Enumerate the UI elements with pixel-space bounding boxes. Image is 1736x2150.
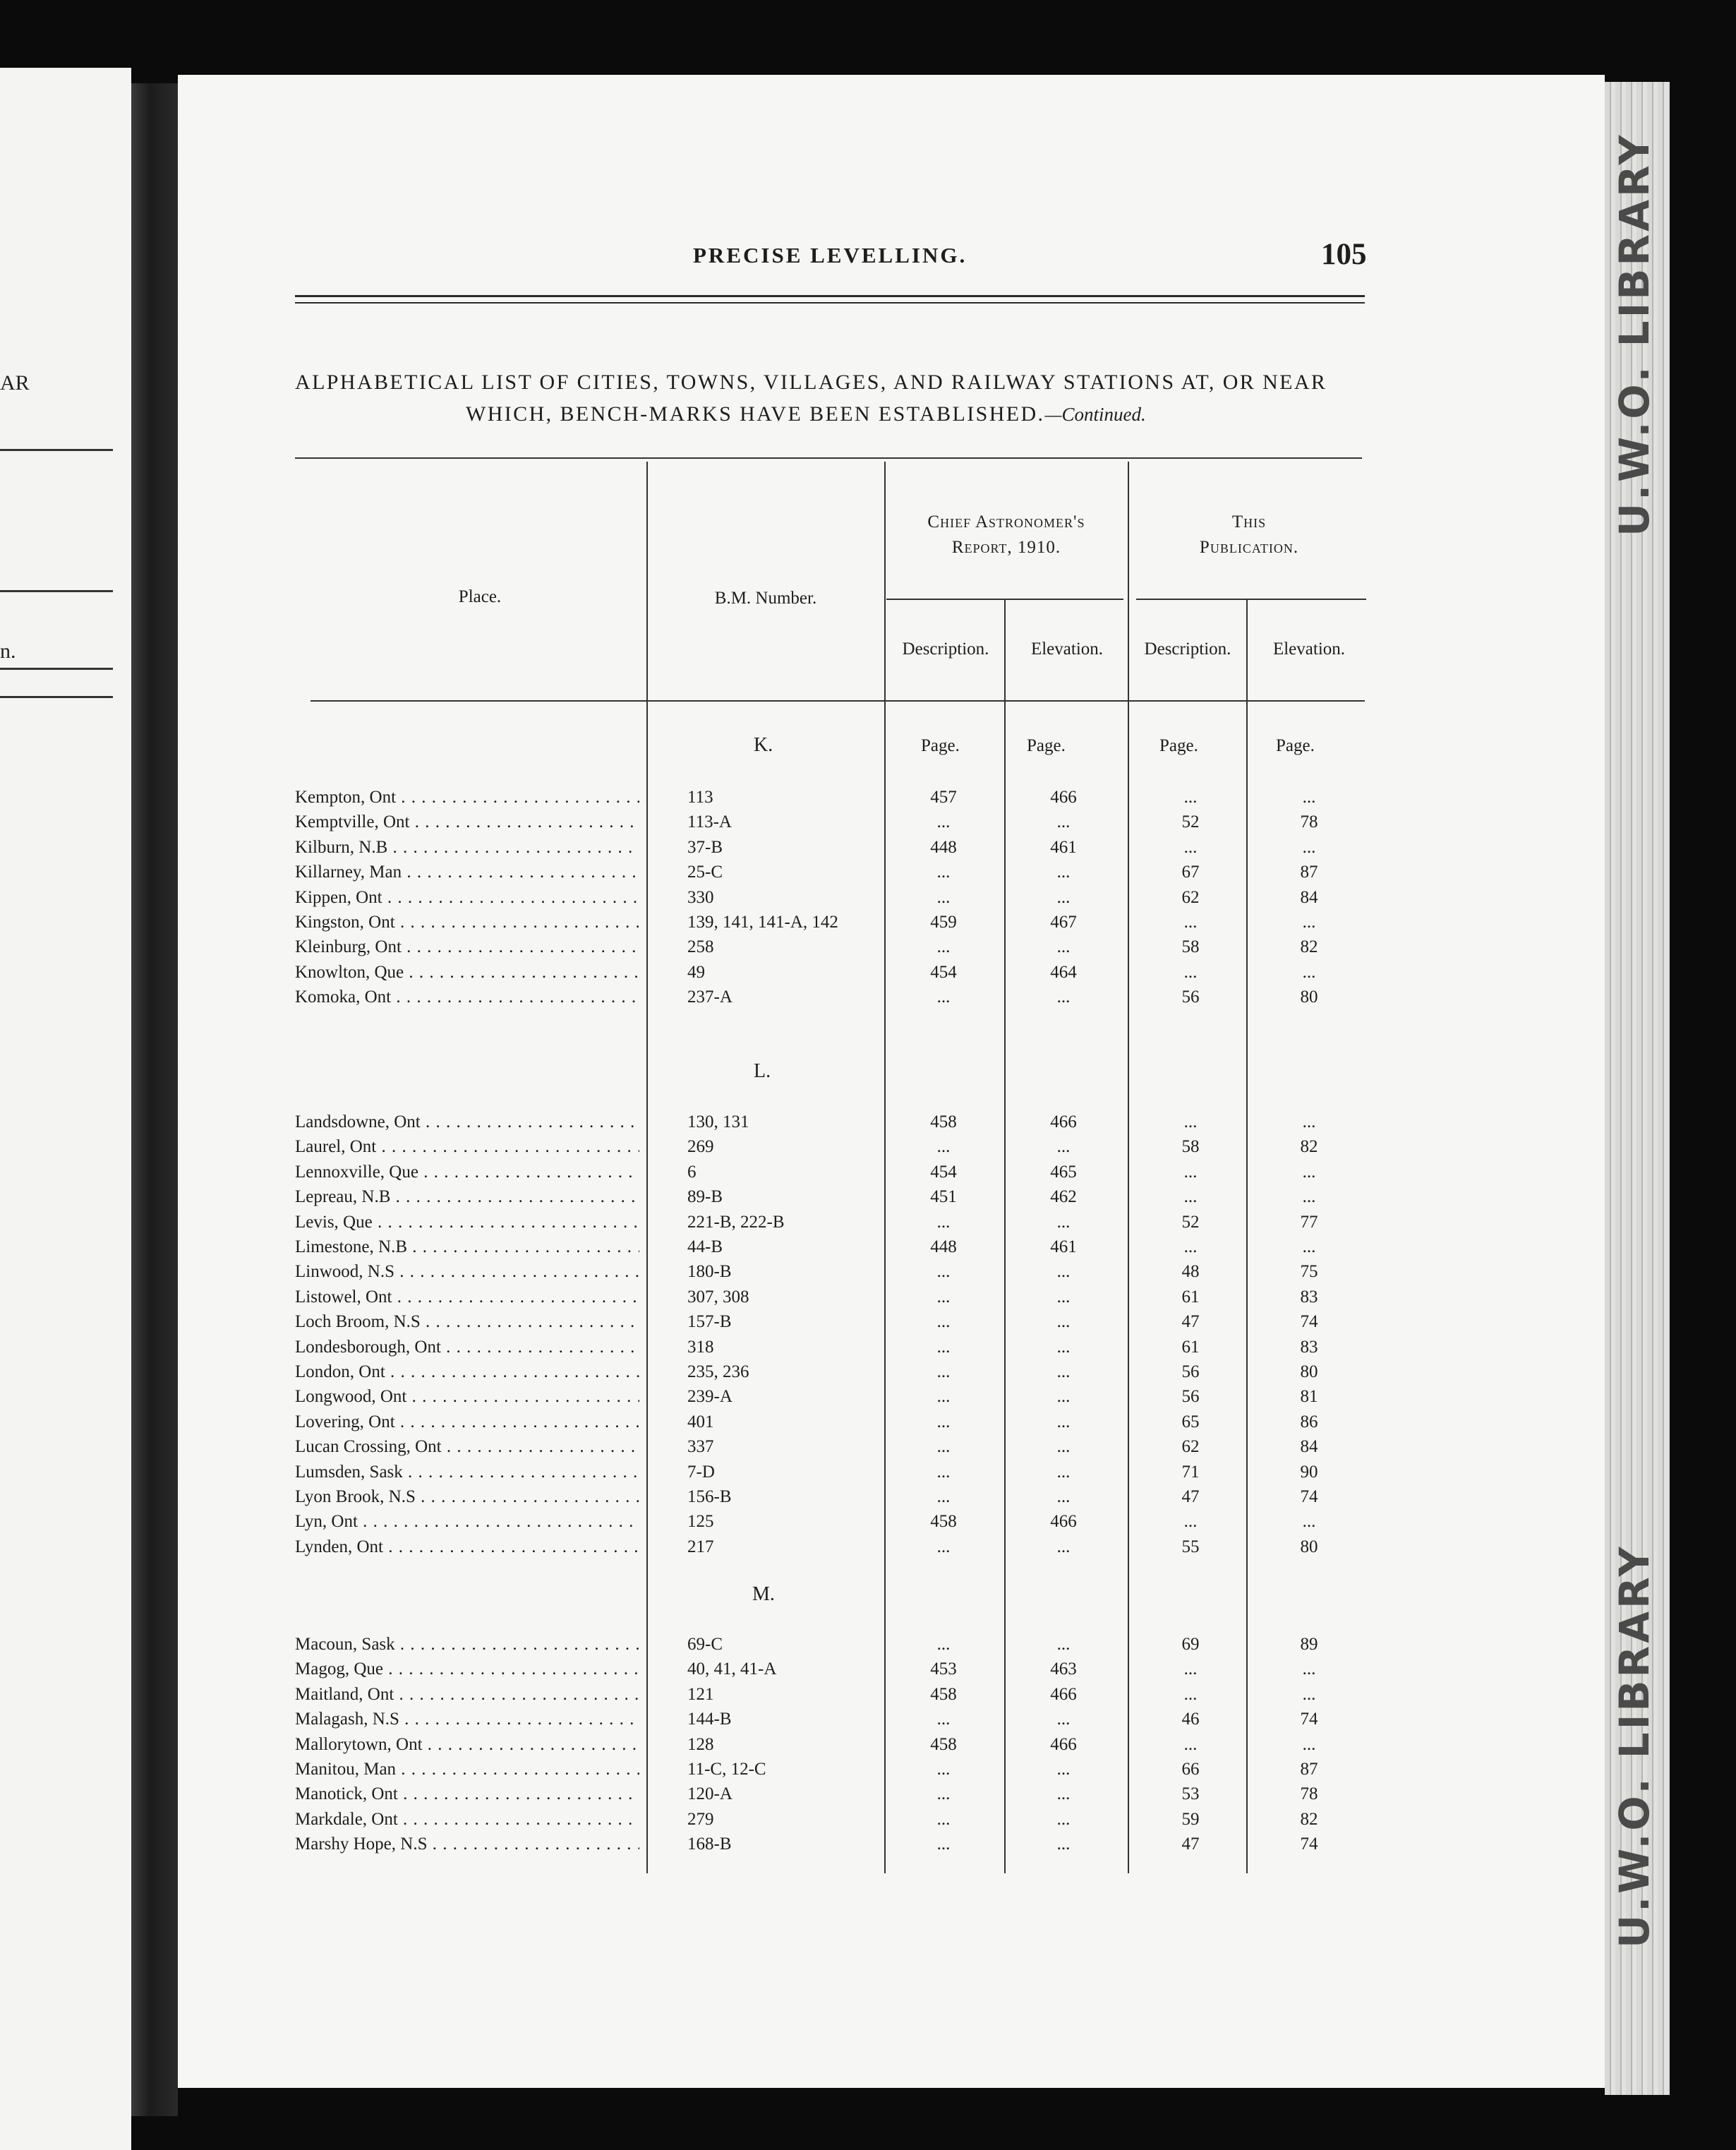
publication-description-page: ... — [1183, 1162, 1198, 1182]
report-elevation-page: 466 — [1050, 1684, 1077, 1704]
report-description-page: ... — [936, 937, 951, 957]
table-row — [0, 1184, 1736, 1209]
table-row — [0, 1110, 1736, 1134]
place-name: Manitou, Man . . . — [295, 1757, 639, 1782]
bm-number: 168-B — [687, 1834, 732, 1854]
report-elevation-page: ... — [1056, 812, 1071, 832]
table-row — [0, 1460, 1736, 1484]
place-name: London, Ont . . . — [295, 1359, 639, 1384]
table-row — [0, 885, 1736, 910]
publication-elevation-page: ... — [1302, 1187, 1316, 1207]
place-name: Komoka, Ont . . . — [295, 985, 639, 1009]
publication-elevation-page: 77 — [1300, 1212, 1318, 1232]
report-elevation-page: ... — [1056, 1487, 1071, 1506]
publication-description-page: 46 — [1181, 1710, 1200, 1729]
column-header-place: Place. — [458, 587, 502, 606]
report-elevation-page: ... — [1056, 1137, 1071, 1157]
table-row — [0, 1434, 1736, 1459]
place-name: Lyon Brook, N.S . . . — [295, 1484, 639, 1509]
bm-number: 258 — [687, 937, 714, 957]
bm-number: 237-A — [687, 987, 733, 1007]
publication-description-page: 47 — [1181, 1312, 1200, 1332]
section-letter: M. — [752, 1583, 775, 1605]
report-elevation-page: 463 — [1050, 1659, 1077, 1679]
place-name: Loch Broom, N.S . . . — [295, 1309, 639, 1334]
table-row — [0, 985, 1736, 1009]
report-elevation-page: ... — [1056, 1262, 1071, 1282]
place-name: Landsdowne, Ont . . . — [295, 1110, 639, 1134]
publication-description-page: 69 — [1181, 1635, 1200, 1654]
place-name: Lumsden, Sask . . . — [295, 1460, 639, 1484]
table-row — [0, 1782, 1736, 1806]
publication-elevation-page: 90 — [1300, 1462, 1318, 1482]
table-title-text: WHICH, BENCH-MARKS HAVE BEEN ESTABLISHED. — [466, 402, 1045, 426]
publication-elevation-page: 74 — [1300, 1834, 1318, 1854]
group-header-report-line2: Report, 1910. — [951, 538, 1061, 557]
bm-number: 25-C — [687, 863, 723, 882]
table-row — [0, 1509, 1736, 1534]
report-elevation-page: ... — [1056, 1809, 1071, 1829]
table-row — [0, 785, 1736, 810]
place-name: Macoun, Sask . . . — [295, 1632, 639, 1657]
report-elevation-page: 466 — [1050, 1112, 1077, 1131]
column-header-report-description: Description. — [902, 639, 989, 659]
publication-elevation-page: 75 — [1300, 1262, 1318, 1282]
place-name: Mallorytown, Ont . . . — [295, 1732, 639, 1757]
table-title-line2 — [466, 402, 1369, 426]
publication-elevation-page: 82 — [1300, 937, 1318, 957]
table-row — [0, 935, 1736, 959]
group-header-report-line1: Chief Astronomer's — [927, 512, 1085, 532]
publication-elevation-page: 82 — [1300, 1809, 1318, 1829]
table-row — [0, 1335, 1736, 1359]
bm-number: 44-B — [687, 1237, 723, 1256]
report-description-page: ... — [936, 1537, 951, 1556]
report-description-page: ... — [936, 1387, 951, 1407]
bm-number: 279 — [687, 1809, 714, 1829]
place-name: Levis, Que . . . — [295, 1210, 639, 1235]
bm-number: 69-C — [687, 1635, 723, 1654]
facing-page-fragment: n. — [0, 639, 16, 663]
publication-elevation-page: 82 — [1300, 1137, 1318, 1157]
bm-number: 125 — [687, 1512, 714, 1532]
publication-elevation-page: 81 — [1300, 1387, 1318, 1407]
place-name: Magog, Que . . . — [295, 1657, 639, 1681]
facing-page-rule — [0, 590, 113, 592]
report-description-page: 458 — [930, 1734, 957, 1754]
publication-elevation-page: 74 — [1300, 1312, 1318, 1332]
table-top-rule — [295, 457, 1362, 459]
bm-number: 217 — [687, 1537, 714, 1556]
publication-elevation-page: 74 — [1300, 1710, 1318, 1729]
publication-elevation-page: ... — [1302, 1237, 1316, 1256]
publication-description-page: 56 — [1181, 1362, 1200, 1381]
bm-number: 139, 141, 141-A, 142 — [687, 913, 838, 932]
report-description-page: ... — [936, 1287, 951, 1307]
column-header-publication-description: Description. — [1144, 639, 1231, 659]
publication-description-page: 52 — [1181, 1212, 1200, 1232]
report-description-page: ... — [936, 1462, 951, 1482]
publication-description-page: 47 — [1181, 1834, 1200, 1854]
bm-number: 269 — [687, 1137, 714, 1157]
group-header-publication-line2: Publication. — [1199, 538, 1299, 557]
table-row — [0, 1632, 1736, 1657]
place-name: Londesborough, Ont . . . — [295, 1335, 639, 1359]
publication-description-page: 53 — [1181, 1784, 1200, 1804]
publication-description-page: ... — [1183, 913, 1198, 932]
publication-elevation-page: 83 — [1300, 1287, 1318, 1307]
header-rule — [295, 295, 1365, 297]
report-elevation-page: ... — [1056, 1784, 1071, 1804]
table-row — [0, 1832, 1736, 1856]
report-description-page: ... — [936, 1710, 951, 1729]
table-row — [0, 1410, 1736, 1434]
place-name: Lynden, Ont . . . — [295, 1535, 639, 1559]
publication-elevation-page: 80 — [1300, 987, 1318, 1007]
place-name: Laurel, Ont . . . — [295, 1134, 639, 1159]
publication-elevation-page: 80 — [1300, 1362, 1318, 1381]
bm-number: 113 — [687, 788, 713, 807]
bm-number: 120-A — [687, 1784, 733, 1804]
report-description-page: ... — [936, 1809, 951, 1829]
place-name: Lovering, Ont . . . — [295, 1410, 639, 1434]
report-description-page: ... — [936, 1312, 951, 1332]
publication-elevation-page: 80 — [1300, 1537, 1318, 1556]
table-row — [0, 1757, 1736, 1782]
place-name: Lyn, Ont . . . — [295, 1509, 639, 1534]
bm-number: 37-B — [687, 837, 723, 857]
table-row — [0, 1210, 1736, 1235]
publication-elevation-page: 78 — [1300, 1784, 1318, 1804]
table-row — [0, 1732, 1736, 1757]
report-description-page: ... — [936, 887, 951, 907]
bm-number: 401 — [687, 1412, 714, 1431]
report-description-page: ... — [936, 1635, 951, 1654]
table-row — [0, 1384, 1736, 1409]
report-elevation-page: 466 — [1050, 1512, 1077, 1532]
publication-elevation-page: 84 — [1300, 887, 1318, 907]
publication-description-page: 71 — [1181, 1462, 1200, 1482]
page-number: 105 — [1321, 238, 1367, 271]
bm-number: 40, 41, 41-A — [687, 1659, 777, 1679]
place-name: Killarney, Man . . . — [295, 860, 639, 884]
publication-description-page: 52 — [1181, 812, 1200, 832]
publication-description-page: 66 — [1181, 1760, 1200, 1779]
table-row — [0, 1359, 1736, 1384]
place-name: Linwood, N.S . . . — [295, 1259, 639, 1284]
report-description-page: ... — [936, 1834, 951, 1854]
bm-number: 49 — [687, 962, 705, 982]
publication-elevation-page: 74 — [1300, 1487, 1318, 1506]
place-name: Kleinburg, Ont . . . — [295, 935, 639, 959]
section-letter: K. — [754, 734, 773, 756]
table-row — [0, 1309, 1736, 1334]
place-name: Kilburn, N.B . . . — [295, 835, 639, 860]
publication-description-page: ... — [1183, 1112, 1198, 1131]
page-label: Page. — [1276, 736, 1315, 755]
publication-description-page: 62 — [1181, 1437, 1200, 1457]
group-header-publication-line1: This — [1231, 512, 1267, 532]
place-name: Maitland, Ont . . . — [295, 1682, 639, 1707]
bm-number: 318 — [687, 1337, 714, 1357]
report-elevation-page: ... — [1056, 887, 1071, 907]
publication-description-page: 67 — [1181, 863, 1200, 882]
publication-elevation-page: ... — [1302, 1512, 1316, 1532]
place-name: Kippen, Ont . . . — [295, 885, 639, 910]
publication-description-page: ... — [1183, 788, 1198, 807]
column-header-report-elevation: Elevation. — [1030, 639, 1104, 659]
publication-description-page: ... — [1183, 962, 1198, 982]
bm-number: 113-A — [687, 812, 732, 832]
page-label: Page. — [1027, 736, 1066, 755]
bm-number: 180-B — [687, 1262, 732, 1282]
publication-description-page: ... — [1183, 1659, 1198, 1679]
report-elevation-page: ... — [1056, 1437, 1071, 1457]
place-name: Marshy Hope, N.S . . . — [295, 1832, 639, 1856]
publication-description-page: 47 — [1181, 1487, 1200, 1506]
report-elevation-page: 466 — [1050, 788, 1077, 807]
place-name: Kingston, Ont . . . — [295, 910, 639, 935]
continued-label: —Continued. — [1044, 404, 1146, 425]
report-description-page: 458 — [930, 1684, 957, 1704]
report-elevation-page: 467 — [1050, 913, 1077, 932]
report-description-page: 448 — [930, 1237, 957, 1256]
report-description-page: ... — [936, 863, 951, 882]
report-description-page: 458 — [930, 1512, 957, 1532]
publication-elevation-page: 87 — [1300, 863, 1318, 882]
publication-description-page: 61 — [1181, 1337, 1200, 1357]
header-bottom-rule — [311, 700, 1365, 702]
publication-description-page: 65 — [1181, 1412, 1200, 1431]
publication-elevation-page: ... — [1302, 1734, 1316, 1754]
publication-elevation-page: 86 — [1300, 1412, 1318, 1431]
publication-elevation-page: 89 — [1300, 1635, 1318, 1654]
publication-description-page: 58 — [1181, 937, 1200, 957]
report-elevation-page: ... — [1056, 1212, 1071, 1232]
publication-description-page: 58 — [1181, 1137, 1200, 1157]
report-description-page: 451 — [930, 1187, 957, 1207]
facing-page-rule — [0, 449, 113, 451]
report-elevation-page: 464 — [1050, 962, 1077, 982]
bm-number: 337 — [687, 1437, 714, 1457]
bm-number: 330 — [687, 887, 714, 907]
report-description-page: ... — [936, 1437, 951, 1457]
section-letter: L. — [754, 1060, 771, 1082]
report-description-page: ... — [936, 987, 951, 1007]
report-elevation-page: ... — [1056, 1710, 1071, 1729]
place-name: Lepreau, N.B . . . — [295, 1184, 639, 1209]
place-name: Kemptville, Ont . . . — [295, 810, 639, 834]
table-row — [0, 1535, 1736, 1559]
bm-number: 307, 308 — [687, 1287, 749, 1307]
publication-description-page: 61 — [1181, 1287, 1200, 1307]
report-description-page: 457 — [930, 788, 957, 807]
library-stamp: U.W.O. LIBRARY — [1610, 1544, 1658, 1948]
report-elevation-page: ... — [1056, 1362, 1071, 1381]
publication-elevation-page: ... — [1302, 1162, 1316, 1182]
publication-elevation-page: ... — [1302, 962, 1316, 982]
place-name: Lucan Crossing, Ont . . . — [295, 1434, 639, 1459]
publication-description-page: 56 — [1181, 987, 1200, 1007]
place-name: Markdale, Ont . . . — [295, 1807, 639, 1832]
place-name: Longwood, Ont . . . — [295, 1384, 639, 1409]
bm-number: 221-B, 222-B — [687, 1212, 785, 1232]
report-description-page: 448 — [930, 837, 957, 857]
publication-elevation-page: 78 — [1300, 812, 1318, 832]
facing-page-rule — [0, 696, 113, 698]
header-rule — [295, 302, 1365, 304]
running-head: PRECISE LEVELLING. — [693, 243, 968, 268]
place-name: Limestone, N.B . . . — [295, 1235, 639, 1259]
publication-description-page: 59 — [1181, 1809, 1200, 1829]
report-elevation-page: ... — [1056, 1412, 1071, 1431]
table-title-line1: ALPHABETICAL LIST OF CITIES, TOWNS, VILLAGES, AND RAILWAY STATIONS AT, OR NEAR — [295, 371, 1327, 394]
bm-number: 130, 131 — [687, 1112, 749, 1131]
report-elevation-page: ... — [1056, 937, 1071, 957]
publication-description-page: ... — [1183, 1684, 1198, 1704]
report-elevation-page: ... — [1056, 1834, 1071, 1854]
facing-page-fragment: AR — [0, 371, 30, 395]
report-elevation-page: ... — [1056, 1635, 1071, 1654]
publication-description-page: 56 — [1181, 1387, 1200, 1407]
report-description-page: ... — [936, 1212, 951, 1232]
publication-description-page: 55 — [1181, 1537, 1200, 1556]
report-elevation-page: ... — [1056, 1337, 1071, 1357]
publication-elevation-page: ... — [1302, 1659, 1316, 1679]
report-description-page: ... — [936, 1262, 951, 1282]
place-name: Lennoxville, Que . . . — [295, 1160, 639, 1184]
table-row — [0, 810, 1736, 834]
bm-number: 6 — [687, 1162, 697, 1182]
publication-elevation-page: ... — [1302, 1684, 1316, 1704]
report-elevation-page: ... — [1056, 1537, 1071, 1556]
page-label: Page. — [1159, 736, 1198, 755]
bm-number: 235, 236 — [687, 1362, 749, 1381]
report-description-page: ... — [936, 1784, 951, 1804]
publication-elevation-page: 84 — [1300, 1437, 1318, 1457]
library-stamp: U.W.O. LIBRARY — [1610, 132, 1658, 536]
table-row — [0, 1707, 1736, 1731]
column-header-bm-number: B.M. Number. — [714, 589, 817, 608]
report-elevation-page: 466 — [1050, 1734, 1077, 1754]
report-elevation-page: ... — [1056, 863, 1071, 882]
place-name: Kempton, Ont . . . — [295, 785, 639, 810]
facing-page-rule — [0, 668, 113, 670]
publication-description-page: ... — [1183, 1237, 1198, 1256]
publication-description-page: 48 — [1181, 1262, 1200, 1282]
report-elevation-page: 465 — [1050, 1162, 1077, 1182]
report-elevation-page: ... — [1056, 1287, 1071, 1307]
report-description-page: ... — [936, 1362, 951, 1381]
report-description-page: 459 — [930, 913, 957, 932]
table-row — [0, 1134, 1736, 1159]
report-description-page: ... — [936, 1137, 951, 1157]
report-description-page: 458 — [930, 1112, 957, 1131]
bm-number: 7-D — [687, 1462, 715, 1482]
bm-number: 89-B — [687, 1187, 723, 1207]
report-description-page: 453 — [930, 1659, 957, 1679]
report-description-page: ... — [936, 1412, 951, 1431]
report-description-page: ... — [936, 1487, 951, 1506]
group-rule — [1136, 599, 1366, 600]
publication-elevation-page: ... — [1302, 837, 1316, 857]
page-label: Page. — [921, 736, 960, 755]
report-description-page: ... — [936, 812, 951, 832]
report-description-page: 454 — [930, 962, 957, 982]
publication-description-page: ... — [1183, 1512, 1198, 1532]
bm-number: 156-B — [687, 1487, 732, 1506]
report-elevation-page: ... — [1056, 1462, 1071, 1482]
table-row — [0, 1285, 1736, 1309]
table-row — [0, 910, 1736, 935]
bm-number: 11-C, 12-C — [687, 1760, 766, 1779]
report-description-page: ... — [936, 1337, 951, 1357]
publication-elevation-page: ... — [1302, 913, 1316, 932]
report-elevation-page: ... — [1056, 1760, 1071, 1779]
place-name: Listowel, Ont . . . — [295, 1285, 639, 1309]
report-elevation-page: ... — [1056, 1387, 1071, 1407]
table-row — [0, 1484, 1736, 1509]
publication-elevation-page: ... — [1302, 1112, 1316, 1131]
report-description-page: 454 — [930, 1162, 957, 1182]
bm-number: 121 — [687, 1684, 714, 1704]
report-elevation-page: 461 — [1050, 837, 1077, 857]
publication-description-page: 62 — [1181, 887, 1200, 907]
publication-description-page: ... — [1183, 837, 1198, 857]
table-row — [0, 1682, 1736, 1707]
table-row — [0, 1259, 1736, 1284]
bm-number: 144-B — [687, 1710, 732, 1729]
column-header-publication-elevation: Elevation. — [1272, 639, 1346, 659]
place-name: Malagash, N.S . . . — [295, 1707, 639, 1731]
table-row — [0, 860, 1736, 884]
bm-number: 239-A — [687, 1387, 733, 1407]
table-row — [0, 1235, 1736, 1259]
bm-number: 157-B — [687, 1312, 732, 1332]
report-elevation-page: 462 — [1050, 1187, 1077, 1207]
place-name: Manotick, Ont . . . — [295, 1782, 639, 1806]
table-row — [0, 960, 1736, 985]
publication-elevation-page: 83 — [1300, 1337, 1318, 1357]
report-elevation-page: 461 — [1050, 1237, 1077, 1256]
report-description-page: ... — [936, 1760, 951, 1779]
publication-elevation-page: 87 — [1300, 1760, 1318, 1779]
publication-description-page: ... — [1183, 1734, 1198, 1754]
publication-elevation-page: ... — [1302, 788, 1316, 807]
table-row — [0, 1657, 1736, 1681]
table-row — [0, 1160, 1736, 1184]
bm-number: 128 — [687, 1734, 714, 1754]
table-row — [0, 1807, 1736, 1832]
table-row — [0, 835, 1736, 860]
publication-description-page: ... — [1183, 1187, 1198, 1207]
place-name: Knowlton, Que . . . — [295, 960, 639, 985]
report-elevation-page: ... — [1056, 1312, 1071, 1332]
report-elevation-page: ... — [1056, 987, 1071, 1007]
